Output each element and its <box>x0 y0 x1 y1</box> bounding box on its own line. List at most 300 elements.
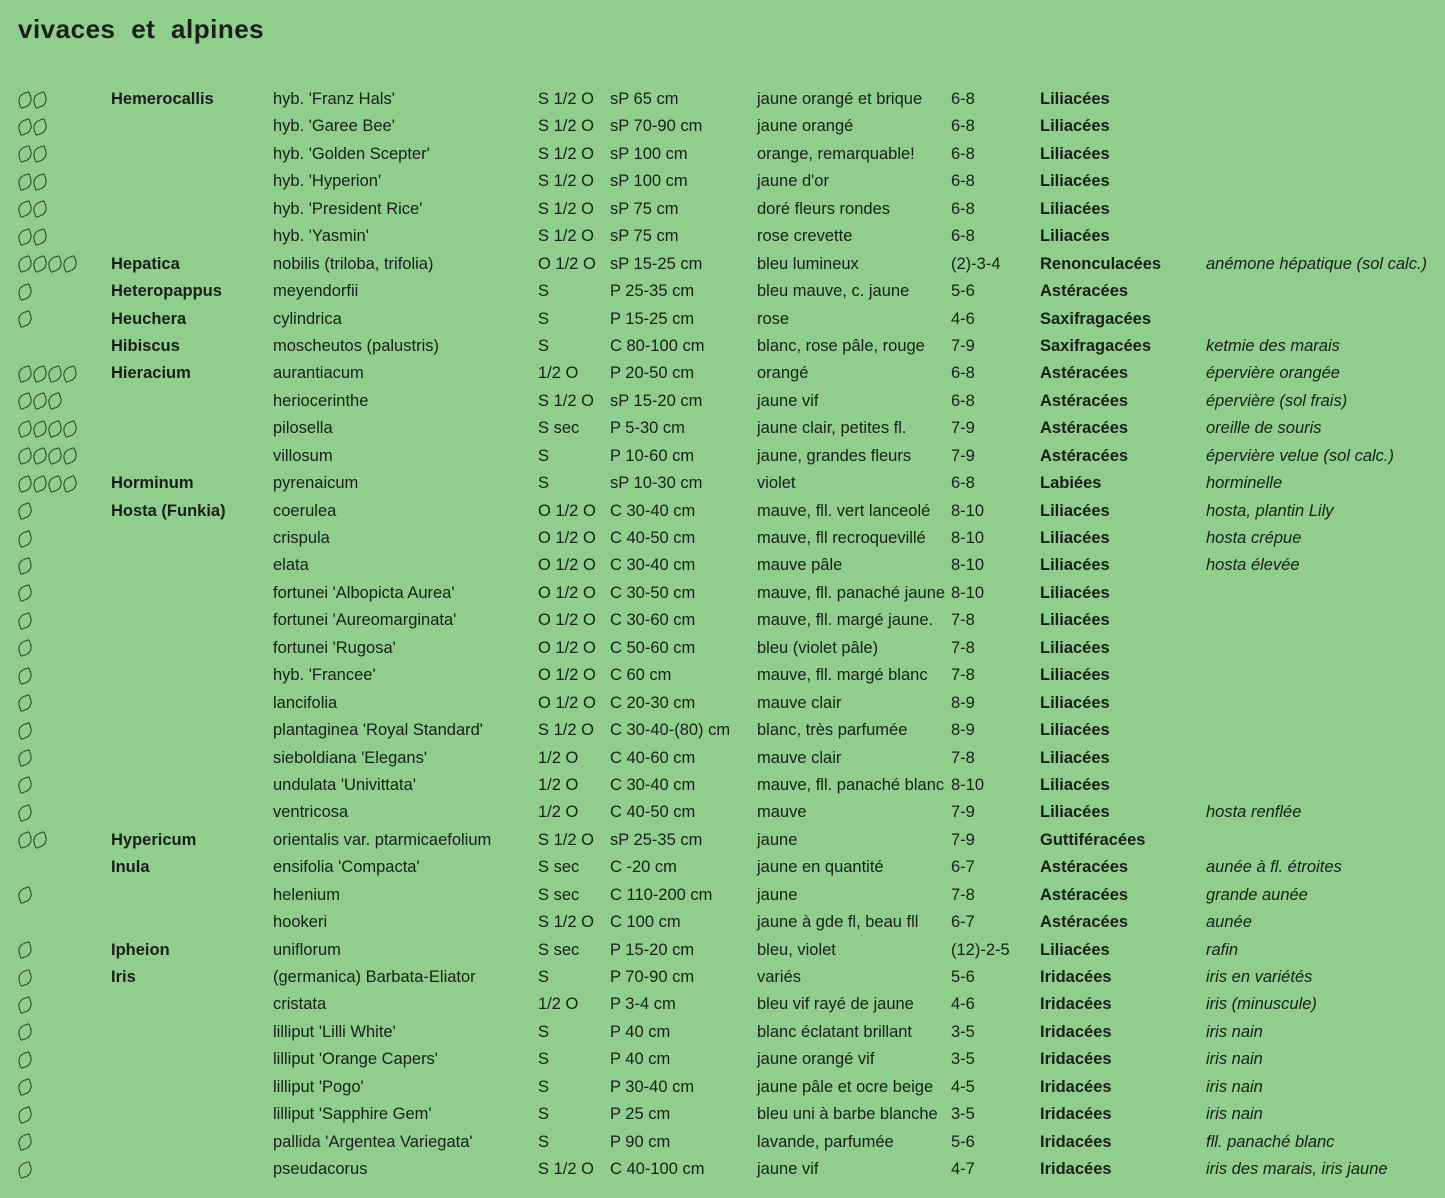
flower-color: mauve, fll. margé jaune. <box>757 611 934 630</box>
family-name: Liliacées <box>1040 227 1110 246</box>
flowering-months: 7-9 <box>951 830 975 849</box>
species-name: pseudacorus <box>273 1160 368 1179</box>
leaf-icon <box>46 475 64 493</box>
common-name: iris nain <box>1206 1022 1263 1041</box>
table-row <box>0 1156 1445 1183</box>
hardiness-icons <box>18 223 103 250</box>
family-name: Astéracées <box>1040 282 1129 301</box>
height-value: C 30-40 cm <box>610 775 696 794</box>
height-value: sP 100 cm <box>610 172 688 191</box>
species-name: pyrenaicum <box>273 474 359 493</box>
leaf-icon <box>46 255 64 273</box>
flowering-months: 7-8 <box>951 885 975 904</box>
flowering-months: 6-8 <box>951 172 975 191</box>
hardiness-icons <box>18 196 103 223</box>
genus-name: Hypericum <box>111 830 197 849</box>
height-value: C 30-40 cm <box>610 501 696 520</box>
genus-name: Heuchera <box>111 309 187 328</box>
flowering-months: 5-6 <box>951 282 975 301</box>
species-name: plantaginea 'Royal Standard' <box>273 721 483 740</box>
flower-color: mauve, fll. margé blanc <box>757 666 928 685</box>
table-row <box>0 991 1445 1018</box>
flowering-months: 8-10 <box>951 556 985 575</box>
flower-color: mauve, fll recroquevillé <box>757 529 926 547</box>
genus-name: Hieracium <box>111 364 191 383</box>
leaf-icon <box>61 447 79 465</box>
leaf-icon <box>16 118 34 136</box>
flowering-months: 8-10 <box>951 529 985 547</box>
exposure-value: 1/2 O <box>538 364 579 383</box>
flowering-months: (2)-3-4 <box>951 254 1001 273</box>
leaf-icon <box>31 365 49 383</box>
family-name: Liliacées <box>1040 172 1110 191</box>
common-name: hosta renflée <box>1206 803 1302 822</box>
table-row <box>0 745 1445 772</box>
species-name: lilliput 'Orange Capers' <box>273 1050 438 1069</box>
hardiness-icons <box>18 86 103 113</box>
leaf-icon <box>16 91 34 109</box>
common-name: oreille de souris <box>1206 419 1322 438</box>
flower-color: variés <box>757 968 802 986</box>
hardiness-icons <box>18 964 103 991</box>
species-name: fortunei 'Rugosa' <box>273 638 396 657</box>
species-name: hyb. 'Golden Scepter' <box>273 144 430 163</box>
species-name: fortunei 'Albopicta Aurea' <box>273 583 455 602</box>
flowering-months: (12)-2-5 <box>951 940 1010 959</box>
hardiness-icons <box>18 772 103 799</box>
leaf-icon <box>31 91 49 109</box>
exposure-value: S 1/2 O <box>538 1160 594 1179</box>
leaf-icon <box>16 749 34 767</box>
height-value: P 30-40 cm <box>610 1077 695 1096</box>
table-row <box>0 827 1445 854</box>
species-name: lilliput 'Sapphire Gem' <box>273 1105 432 1124</box>
genus-name: Hosta (Funkia) <box>111 501 226 520</box>
family-name: Liliacées <box>1040 199 1110 218</box>
leaf-icon <box>16 475 34 493</box>
table-row <box>0 443 1445 470</box>
exposure-value: S 1/2 O <box>538 199 594 218</box>
common-name: iris nain <box>1206 1050 1263 1069</box>
flower-color: jaune orangé et brique <box>757 90 923 108</box>
species-name: elata <box>273 556 309 575</box>
hardiness-icons <box>18 854 103 881</box>
flower-color: mauve, fll. panaché blanc <box>757 775 945 794</box>
exposure-value: S sec <box>538 940 580 959</box>
leaf-icon <box>16 392 34 410</box>
hardiness-icons <box>18 388 103 415</box>
leaf-icon <box>31 392 49 410</box>
height-value: C 60 cm <box>610 666 672 685</box>
hardiness-icons <box>18 278 103 305</box>
leaf-icon <box>16 420 34 438</box>
common-name: iris des marais, iris jaune <box>1206 1160 1388 1179</box>
table-row <box>0 1074 1445 1101</box>
table-row <box>0 607 1445 634</box>
flower-color: mauve pâle <box>757 556 843 575</box>
table-row <box>0 772 1445 799</box>
family-name: Liliacées <box>1040 117 1110 136</box>
genus-name: Iris <box>111 968 136 986</box>
leaf-icon <box>31 228 49 246</box>
flower-color: bleu, violet <box>757 940 836 959</box>
height-value: sP 100 cm <box>610 144 688 163</box>
species-name: hyb. 'Hyperion' <box>273 172 382 191</box>
exposure-value: O 1/2 O <box>538 501 596 520</box>
height-value: P 15-20 cm <box>610 940 695 959</box>
common-name: iris (minuscule) <box>1206 995 1317 1014</box>
family-name: Iridacées <box>1040 995 1112 1014</box>
flower-color: bleu lumineux <box>757 254 859 273</box>
family-name: Astéracées <box>1040 913 1129 932</box>
common-name: ketmie des marais <box>1206 336 1340 355</box>
family-name: Guttiféracées <box>1040 830 1146 849</box>
flower-color: mauve clair <box>757 748 842 767</box>
leaf-icon <box>61 365 79 383</box>
height-value: C 30-40-(80) cm <box>610 721 731 740</box>
leaf-icon <box>16 1106 34 1124</box>
table-row <box>0 525 1445 552</box>
flowering-months: 4-6 <box>951 995 975 1014</box>
flower-color: mauve <box>757 803 807 822</box>
height-value: C 30-50 cm <box>610 583 696 602</box>
species-name: meyendorfii <box>273 282 359 301</box>
hardiness-icons <box>18 552 103 579</box>
flowering-months: 7-8 <box>951 748 975 767</box>
flower-color: violet <box>757 474 796 493</box>
hardiness-icons <box>18 1046 103 1073</box>
exposure-value: S <box>538 1132 550 1151</box>
hardiness-icons <box>18 635 103 662</box>
height-value: sP 75 cm <box>610 199 679 218</box>
family-name: Iridacées <box>1040 1050 1112 1069</box>
hardiness-icons <box>18 141 103 168</box>
leaf-icon <box>16 996 34 1014</box>
exposure-value: S 1/2 O <box>538 117 594 136</box>
species-name: pilosella <box>273 419 333 438</box>
hardiness-icons <box>18 745 103 772</box>
leaf-icon <box>31 420 49 438</box>
height-value: C 80-100 cm <box>610 336 705 355</box>
flower-color: bleu vif rayé de jaune <box>757 995 914 1014</box>
common-name: iris nain <box>1206 1105 1263 1124</box>
hardiness-icons <box>18 470 103 497</box>
leaf-icon <box>31 145 49 163</box>
hardiness-icons <box>18 525 103 552</box>
species-name: lancifolia <box>273 693 338 712</box>
exposure-value: 1/2 O <box>538 803 579 822</box>
exposure-value: S sec <box>538 885 580 904</box>
leaf-icon <box>16 886 34 904</box>
height-value: sP 25-35 cm <box>610 830 703 849</box>
common-name: hosta élevée <box>1206 556 1300 575</box>
leaf-icon <box>46 365 64 383</box>
hardiness-icons <box>18 251 103 278</box>
exposure-value: S 1/2 O <box>538 227 594 246</box>
hardiness-icons <box>18 937 103 964</box>
common-name: épervière orangée <box>1206 364 1340 383</box>
height-value: C 40-60 cm <box>610 748 696 767</box>
family-name: Liliacées <box>1040 638 1110 657</box>
exposure-value: 1/2 O <box>538 748 579 767</box>
species-name: cristata <box>273 995 327 1014</box>
table-row <box>0 964 1445 991</box>
flowering-months: 6-8 <box>951 199 975 218</box>
flower-color: jaune orangé vif <box>757 1050 875 1069</box>
flowering-months: 6-8 <box>951 90 975 108</box>
table-row <box>0 580 1445 607</box>
hardiness-icons <box>18 1074 103 1101</box>
hardiness-icons <box>18 1101 103 1128</box>
common-name: épervière velue (sol calc.) <box>1206 446 1394 465</box>
leaf-icon <box>16 831 34 849</box>
height-value: P 40 cm <box>610 1050 671 1069</box>
height-value: P 90 cm <box>610 1132 671 1151</box>
common-name: anémone hépatique (sol calc.) <box>1206 254 1428 273</box>
exposure-value: O 1/2 O <box>538 693 596 712</box>
exposure-value: S 1/2 O <box>538 913 594 932</box>
family-name: Liliacées <box>1040 583 1110 602</box>
flowering-months: 7-9 <box>951 419 975 438</box>
flowering-months: 8-9 <box>951 693 975 712</box>
table-row <box>0 360 1445 387</box>
common-name: horminelle <box>1206 474 1283 493</box>
height-value: C 110-200 cm <box>610 885 713 904</box>
leaf-icon <box>16 200 34 218</box>
leaf-icon <box>16 145 34 163</box>
flowering-months: 4-6 <box>951 309 975 328</box>
leaf-icon <box>46 392 64 410</box>
family-name: Iridacées <box>1040 1160 1112 1179</box>
family-name: Liliacées <box>1040 611 1110 630</box>
exposure-value: S 1/2 O <box>538 830 594 849</box>
exposure-value: S sec <box>538 858 580 877</box>
height-value: P 20-50 cm <box>610 364 695 383</box>
family-name: Liliacées <box>1040 529 1110 547</box>
leaf-icon <box>16 969 34 987</box>
table-row <box>0 223 1445 250</box>
hardiness-icons <box>18 882 103 909</box>
hardiness-icons <box>18 607 103 634</box>
flower-color: blanc éclatant brillant <box>757 1022 913 1041</box>
species-name: lilliput 'Lilli White' <box>273 1022 396 1041</box>
family-name: Iridacées <box>1040 1077 1112 1096</box>
flower-color: jaune vif <box>757 1160 819 1179</box>
family-name: Iridacées <box>1040 968 1112 986</box>
leaf-icon <box>16 722 34 740</box>
height-value: C 40-100 cm <box>610 1160 705 1179</box>
family-name: Liliacées <box>1040 144 1110 163</box>
height-value: P 25 cm <box>610 1105 671 1124</box>
height-value: C 50-60 cm <box>610 638 696 657</box>
common-name: iris nain <box>1206 1077 1263 1096</box>
exposure-value: 1/2 O <box>538 995 579 1014</box>
height-value: P 25-35 cm <box>610 282 695 301</box>
leaf-icon <box>16 502 34 520</box>
leaf-icon <box>16 941 34 959</box>
leaf-icon <box>31 200 49 218</box>
leaf-icon <box>61 255 79 273</box>
height-value: sP 65 cm <box>610 90 679 108</box>
exposure-value: S 1/2 O <box>538 90 594 108</box>
flowering-months: 8-10 <box>951 583 985 602</box>
flower-color: mauve clair <box>757 693 842 712</box>
exposure-value: S <box>538 474 550 493</box>
species-name: heriocerinthe <box>273 391 369 410</box>
table-row <box>0 662 1445 689</box>
common-name: aunée <box>1206 913 1252 932</box>
flowering-months: 5-6 <box>951 1132 975 1151</box>
exposure-value: 1/2 O <box>538 775 579 794</box>
family-name: Renonculacées <box>1040 254 1162 273</box>
leaf-icon <box>16 804 34 822</box>
exposure-value: O 1/2 O <box>538 666 596 685</box>
genus-name: Horminum <box>111 474 194 493</box>
flower-color: orangé <box>757 364 809 383</box>
exposure-value: S <box>538 1077 550 1096</box>
table-row <box>0 1129 1445 1156</box>
flowering-months: 6-8 <box>951 117 975 136</box>
flowering-months: 4-5 <box>951 1077 975 1096</box>
flower-color: bleu (violet pâle) <box>757 638 879 657</box>
exposure-value: O 1/2 O <box>538 583 596 602</box>
hardiness-icons <box>18 113 103 140</box>
table-row <box>0 909 1445 936</box>
leaf-icon <box>16 584 34 602</box>
leaf-icon <box>31 255 49 273</box>
common-name: grande aunée <box>1206 885 1308 904</box>
leaf-icon <box>16 365 34 383</box>
table-row <box>0 168 1445 195</box>
table-row <box>0 1019 1445 1046</box>
flowering-months: 7-9 <box>951 446 975 465</box>
leaf-icon <box>16 694 34 712</box>
exposure-value: O 1/2 O <box>538 529 596 547</box>
hardiness-icons <box>18 827 103 854</box>
common-name: épervière (sol frais) <box>1206 391 1348 410</box>
table-row <box>0 141 1445 168</box>
leaf-icon <box>31 118 49 136</box>
hardiness-icons <box>18 443 103 470</box>
flower-color: jaune <box>757 885 798 904</box>
table-row <box>0 415 1445 442</box>
exposure-value: S <box>538 1022 550 1041</box>
flower-color: jaune <box>757 830 798 849</box>
hardiness-icons <box>18 799 103 826</box>
leaf-icon <box>16 310 34 328</box>
species-name: uniflorum <box>273 940 341 959</box>
flower-color: orange, remarquable! <box>757 144 915 163</box>
flowering-months: 3-5 <box>951 1050 975 1069</box>
species-name: helenium <box>273 885 340 904</box>
flower-color: lavande, parfumée <box>757 1132 894 1151</box>
family-name: Iridacées <box>1040 1132 1112 1151</box>
hardiness-icons <box>18 306 103 333</box>
exposure-value: S 1/2 O <box>538 144 594 163</box>
flower-color: bleu mauve, c. jaune <box>757 282 910 301</box>
leaf-icon <box>16 557 34 575</box>
table-row <box>0 86 1445 113</box>
species-name: pallida 'Argentea Variegata' <box>273 1132 473 1151</box>
hardiness-icons <box>18 1019 103 1046</box>
species-name: lilliput 'Pogo' <box>273 1077 364 1096</box>
family-name: Liliacées <box>1040 693 1110 712</box>
species-name: orientalis var. ptarmicaefolium <box>273 830 492 849</box>
family-name: Iridacées <box>1040 1022 1112 1041</box>
table-row <box>0 278 1445 305</box>
flower-color: mauve, fll. panaché jaune <box>757 583 946 602</box>
height-value: C 40-50 cm <box>610 803 696 822</box>
leaf-icon <box>16 639 34 657</box>
common-name: hosta, plantin Lily <box>1206 501 1334 520</box>
common-name: fll. panaché blanc <box>1206 1132 1335 1151</box>
flower-color: jaune orangé <box>757 117 854 136</box>
exposure-value: O 1/2 O <box>538 254 596 273</box>
flower-color: blanc, très parfumée <box>757 721 908 740</box>
height-value: sP 15-25 cm <box>610 254 703 273</box>
leaf-icon <box>31 475 49 493</box>
table-row <box>0 306 1445 333</box>
leaf-icon <box>16 283 34 301</box>
family-name: Liliacées <box>1040 501 1110 520</box>
height-value: sP 15-20 cm <box>610 391 703 410</box>
flowering-months: 7-9 <box>951 336 975 355</box>
leaf-icon <box>16 1133 34 1151</box>
leaf-icon <box>61 475 79 493</box>
table-row <box>0 333 1445 360</box>
exposure-value: S <box>538 282 550 301</box>
family-name: Astéracées <box>1040 446 1129 465</box>
exposure-value: S sec <box>538 419 580 438</box>
flowering-months: 7-9 <box>951 803 975 822</box>
leaf-icon <box>16 228 34 246</box>
height-value: C 100 cm <box>610 913 681 932</box>
family-name: Liliacées <box>1040 90 1110 108</box>
table-row <box>0 937 1445 964</box>
table-row <box>0 552 1445 579</box>
flowering-months: 8-10 <box>951 501 985 520</box>
height-value: C 40-50 cm <box>610 529 696 547</box>
table-row <box>0 388 1445 415</box>
species-name: villosum <box>273 446 333 465</box>
species-name: (germanica) Barbata-Eliator <box>273 968 476 986</box>
species-name: fortunei 'Aureomarginata' <box>273 611 457 630</box>
table-row <box>0 717 1445 744</box>
page-title: vivaces et alpines <box>18 14 265 44</box>
hardiness-icons <box>18 360 103 387</box>
family-name: Astéracées <box>1040 885 1129 904</box>
flower-color: rose crevette <box>757 227 853 246</box>
family-name: Liliacées <box>1040 940 1110 959</box>
flowering-months: 3-5 <box>951 1105 975 1124</box>
flowering-months: 6-8 <box>951 391 975 410</box>
leaf-icon <box>16 1023 34 1041</box>
hardiness-icons <box>18 991 103 1018</box>
hardiness-icons <box>18 168 103 195</box>
table-row <box>0 690 1445 717</box>
leaf-icon <box>16 776 34 794</box>
table-row <box>0 113 1445 140</box>
hardiness-icons <box>18 717 103 744</box>
flowering-months: 6-8 <box>951 364 975 383</box>
exposure-value: O 1/2 O <box>538 638 596 657</box>
height-value: P 70-90 cm <box>610 968 695 986</box>
table-row <box>0 251 1445 278</box>
genus-name: Inula <box>111 858 150 877</box>
hardiness-icons <box>18 415 103 442</box>
height-value: P 3-4 cm <box>610 995 676 1014</box>
species-name: ensifolia 'Compacta' <box>273 858 420 877</box>
